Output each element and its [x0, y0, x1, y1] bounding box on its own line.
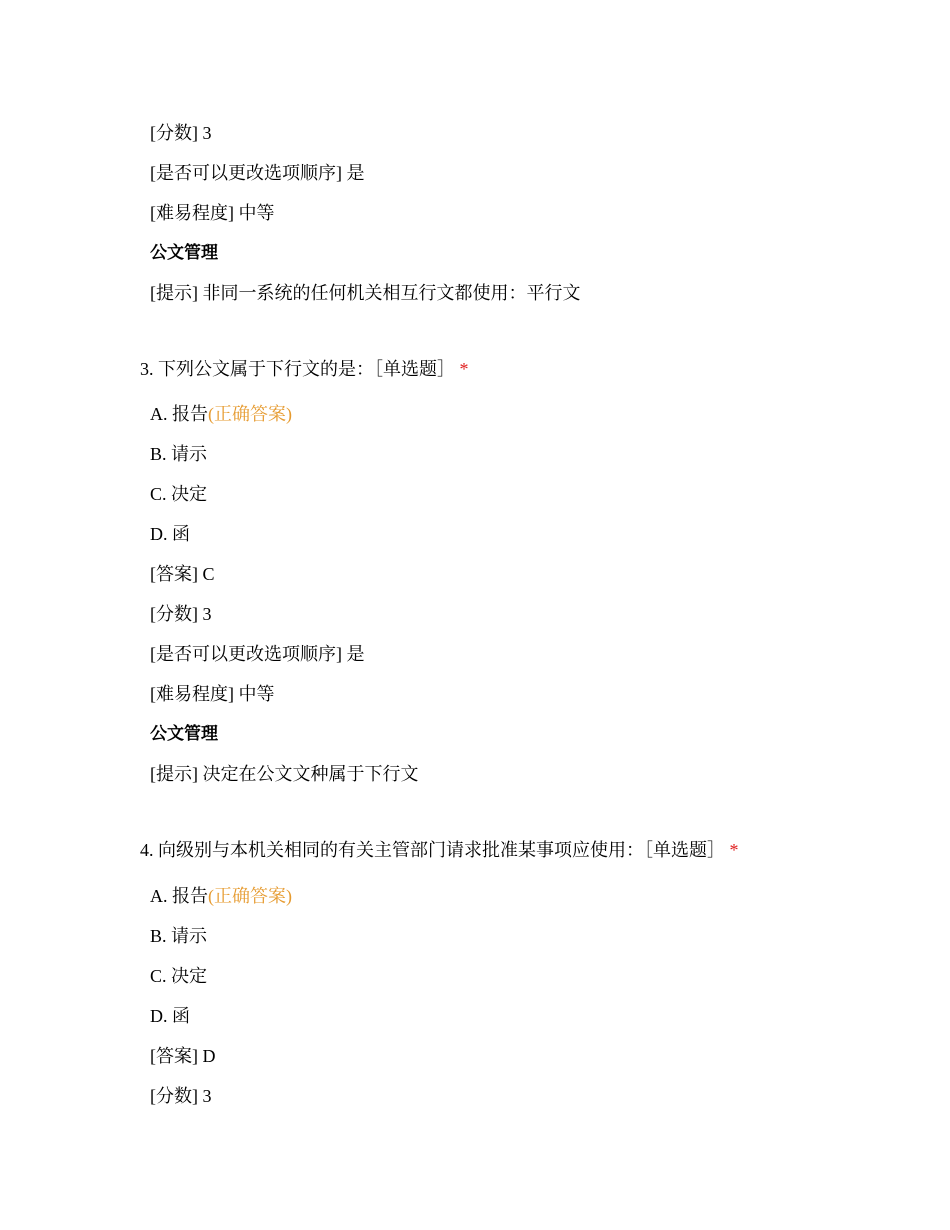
question-4-option-d: D. 函	[150, 1006, 190, 1026]
question-4-option-c: C. 决定	[150, 966, 208, 986]
question-3-option-c: C. 决定	[150, 484, 208, 504]
question-3-shuffle: [是否可以更改选项顺序] 是	[150, 644, 365, 664]
correct-answer-tag: (正确答案)	[208, 886, 292, 906]
question-3-option-a	[150, 402, 292, 426]
question-4-score: [分数] 3	[150, 1086, 212, 1106]
option-label: A. 报告	[150, 886, 208, 906]
prev-hint: [提示] 非同一系统的任何机关相互行文都使用：平行文	[150, 283, 581, 303]
correct-answer-tag: (正确答案)	[208, 404, 292, 424]
question-4-text: 4. 向级别与本机关相同的有关主管部门请求批准某事项应使用：［单选题］	[140, 840, 725, 860]
question-3-hint: [提示] 决定在公文文种属于下行文	[150, 764, 419, 784]
question-4-option-b: B. 请示	[150, 926, 208, 946]
question-3-category: 公文管理	[150, 724, 218, 744]
question-3-score: [分数] 3	[150, 604, 212, 624]
question-3-option-b: B. 请示	[150, 444, 208, 464]
required-mark: *	[729, 840, 739, 860]
question-3-answer: [答案] C	[150, 564, 215, 584]
question-3-text: 3. 下列公文属于下行文的是：［单选题］	[140, 359, 455, 379]
prev-category: 公文管理	[150, 243, 218, 263]
question-3-difficulty: [难易程度] 中等	[150, 684, 275, 704]
prev-difficulty: [难易程度] 中等	[150, 203, 275, 223]
required-mark: *	[459, 359, 469, 379]
question-4-title	[140, 838, 739, 862]
question-4-answer: [答案] D	[150, 1046, 216, 1066]
prev-score: [分数] 3	[150, 123, 212, 143]
prev-shuffle: [是否可以更改选项顺序] 是	[150, 163, 365, 183]
question-4-option-a	[150, 884, 292, 908]
question-3-title	[140, 357, 469, 381]
question-3-option-d: D. 函	[150, 524, 190, 544]
option-label: A. 报告	[150, 404, 208, 424]
